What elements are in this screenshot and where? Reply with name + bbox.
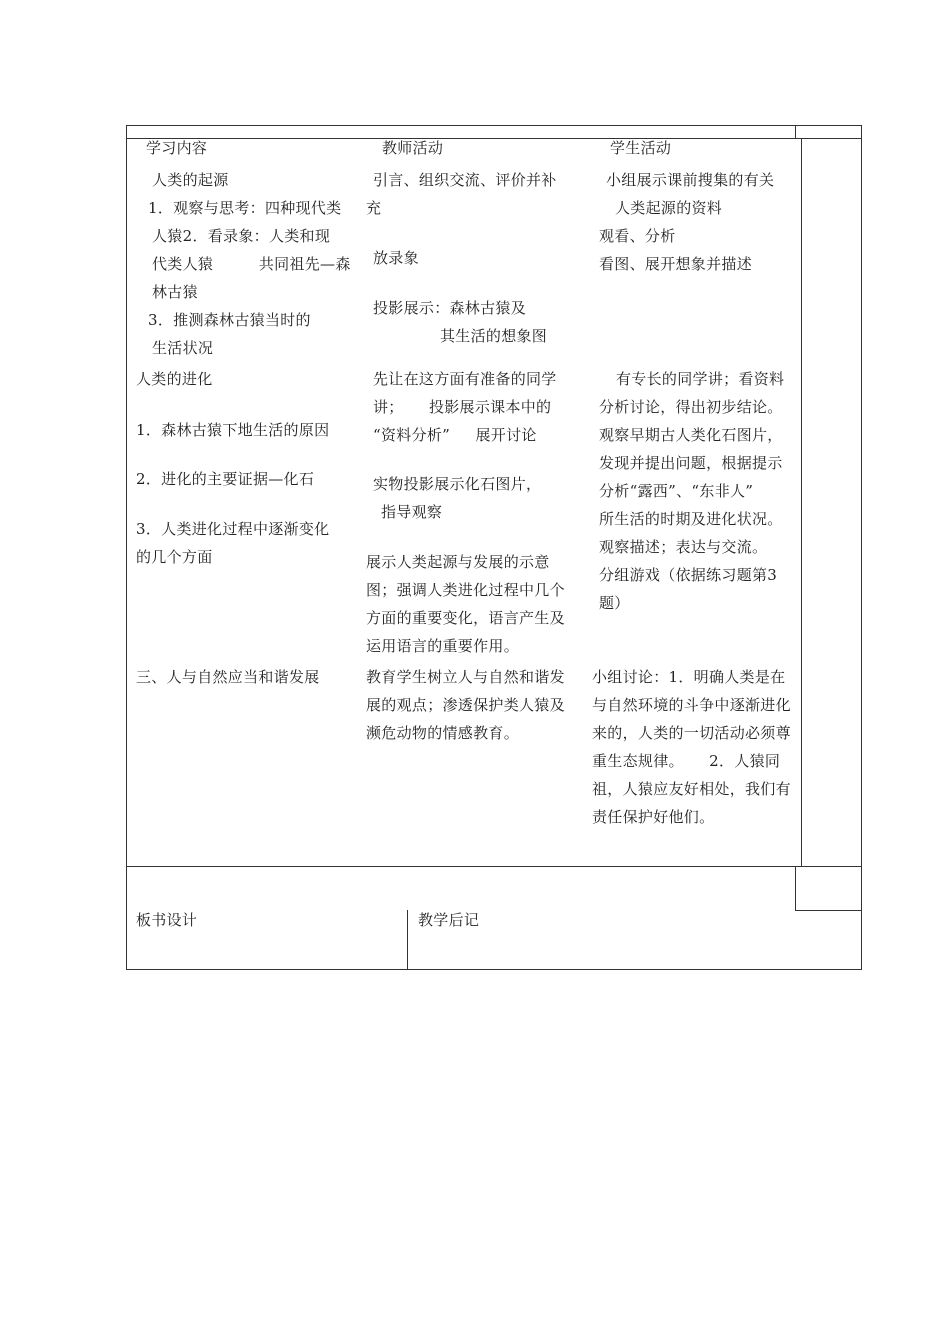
s3-teacher-line: 教育学生树立人与自然和谐发 (366, 668, 565, 686)
s3-content-title: 三、人与自然应当和谐发展 (136, 668, 320, 686)
s1-content-line: 生活状况 (152, 339, 214, 357)
corner-box-left (795, 866, 796, 911)
table-bottom-border (126, 969, 862, 970)
s1-content-line: 代类人猿 共同祖先—森 (152, 255, 351, 273)
board-design-label: 板书设计 (136, 911, 198, 929)
s2-teacher-line: 展示人类起源与发展的示意 (366, 553, 550, 571)
s2-teacher-line: 先让在这方面有准备的同学 (373, 370, 557, 388)
s3-student-line: 来的，人类的一切活动必须尊 (592, 724, 791, 742)
s1-content-line: 林古猿 (152, 283, 198, 301)
s2-teacher-line: 方面的重要变化，语言产生及 (366, 609, 565, 627)
s2-content-title: 人类的进化 (136, 370, 213, 388)
s1-teacher-line: 其生活的想象图 (440, 327, 548, 345)
s2-teacher-line: 图；强调人类进化过程中几个 (366, 581, 565, 599)
table-top-border (126, 125, 862, 126)
s2-teacher-line: 指导观察 (381, 503, 443, 521)
s3-teacher-line: 展的观点；渗透保护类人猿及 (366, 696, 565, 714)
s2-student-line: 题） (599, 594, 630, 612)
s1-student-line: 看图、展开想象并描述 (599, 255, 753, 273)
s1-teacher-line: 投影展示：森林古猿及 (373, 299, 527, 317)
s2-student-line: 观察描述；表达与交流。 (599, 538, 768, 556)
s2-content-line: 3．人类进化过程中逐渐变化 (136, 520, 330, 538)
table-right-border (861, 125, 862, 970)
table-left-border (126, 125, 127, 970)
s2-student-line: 分组游戏（依据练习题第3 (599, 566, 778, 584)
s2-content-line: 1．森林古猿下地生活的原因 (136, 421, 330, 439)
section-divider (126, 866, 862, 867)
s3-student-line: 与自然环境的斗争中逐渐进化 (592, 696, 791, 714)
s3-student-line: 祖，人猿应友好相处，我们有 (592, 780, 791, 798)
s1-student-line: 小组展示课前搜集的有关 (606, 171, 775, 189)
header-teacher: 教师活动 (382, 139, 444, 157)
s1-content-line: 人猿2．看录象：人类和现 (152, 227, 331, 245)
header-content: 学习内容 (146, 139, 208, 157)
s2-student-line: 发现并提出问题，根据提示 (599, 454, 783, 472)
inner-right-column (801, 138, 802, 867)
header-bottom-rule (126, 138, 862, 139)
s2-teacher-line: 运用语言的重要作用。 (366, 637, 520, 655)
s1-teacher-line: 放录象 (373, 249, 419, 267)
s1-teacher-line: 充 (366, 199, 382, 217)
s1-content-line: 3．推测森林古猿当时的 (148, 311, 311, 329)
s1-content-title: 人类的起源 (152, 171, 229, 189)
postscript-label: 教学后记 (418, 911, 480, 929)
s2-student-line: 分析讨论，得出初步结论。 (599, 398, 783, 416)
footer-divider (407, 910, 408, 970)
corner-box-bottom (795, 910, 862, 911)
s1-content-line: 1．观察与思考：四种现代类 (148, 199, 342, 217)
s3-student-line: 责任保护好他们。 (592, 808, 715, 826)
inner-right-edge-top (795, 125, 796, 139)
s1-teacher-line: 引言、组织交流、评价并补 (373, 171, 557, 189)
s2-student-line: 观察早期古人类化石图片， (599, 426, 783, 444)
s2-student-line: 所生活的时期及进化状况。 (599, 510, 783, 528)
s2-student-line: 分析“露西”、“东非人” (599, 482, 754, 500)
s2-teacher-line: 实物投影展示化石图片， (373, 475, 542, 493)
s2-content-line: 2．进化的主要证据—化石 (136, 470, 315, 488)
s1-student-line: 人类起源的资料 (615, 199, 723, 217)
s1-student-line: 观看、分析 (599, 227, 676, 245)
s2-teacher-line: “资料分析” 展开讨论 (373, 426, 537, 444)
s3-student-line: 小组讨论：1．明确人类是在 (592, 668, 786, 686)
s2-student-line: 有专长的同学讲；看资料 (616, 370, 785, 388)
s2-teacher-line: 讲； 投影展示课本中的 (373, 398, 552, 416)
s2-content-line: 的几个方面 (136, 548, 213, 566)
s3-teacher-line: 濒危动物的情感教育。 (366, 724, 520, 742)
s3-student-line: 重生态规律。 2．人猿同 (592, 752, 781, 770)
header-student: 学生活动 (610, 139, 672, 157)
